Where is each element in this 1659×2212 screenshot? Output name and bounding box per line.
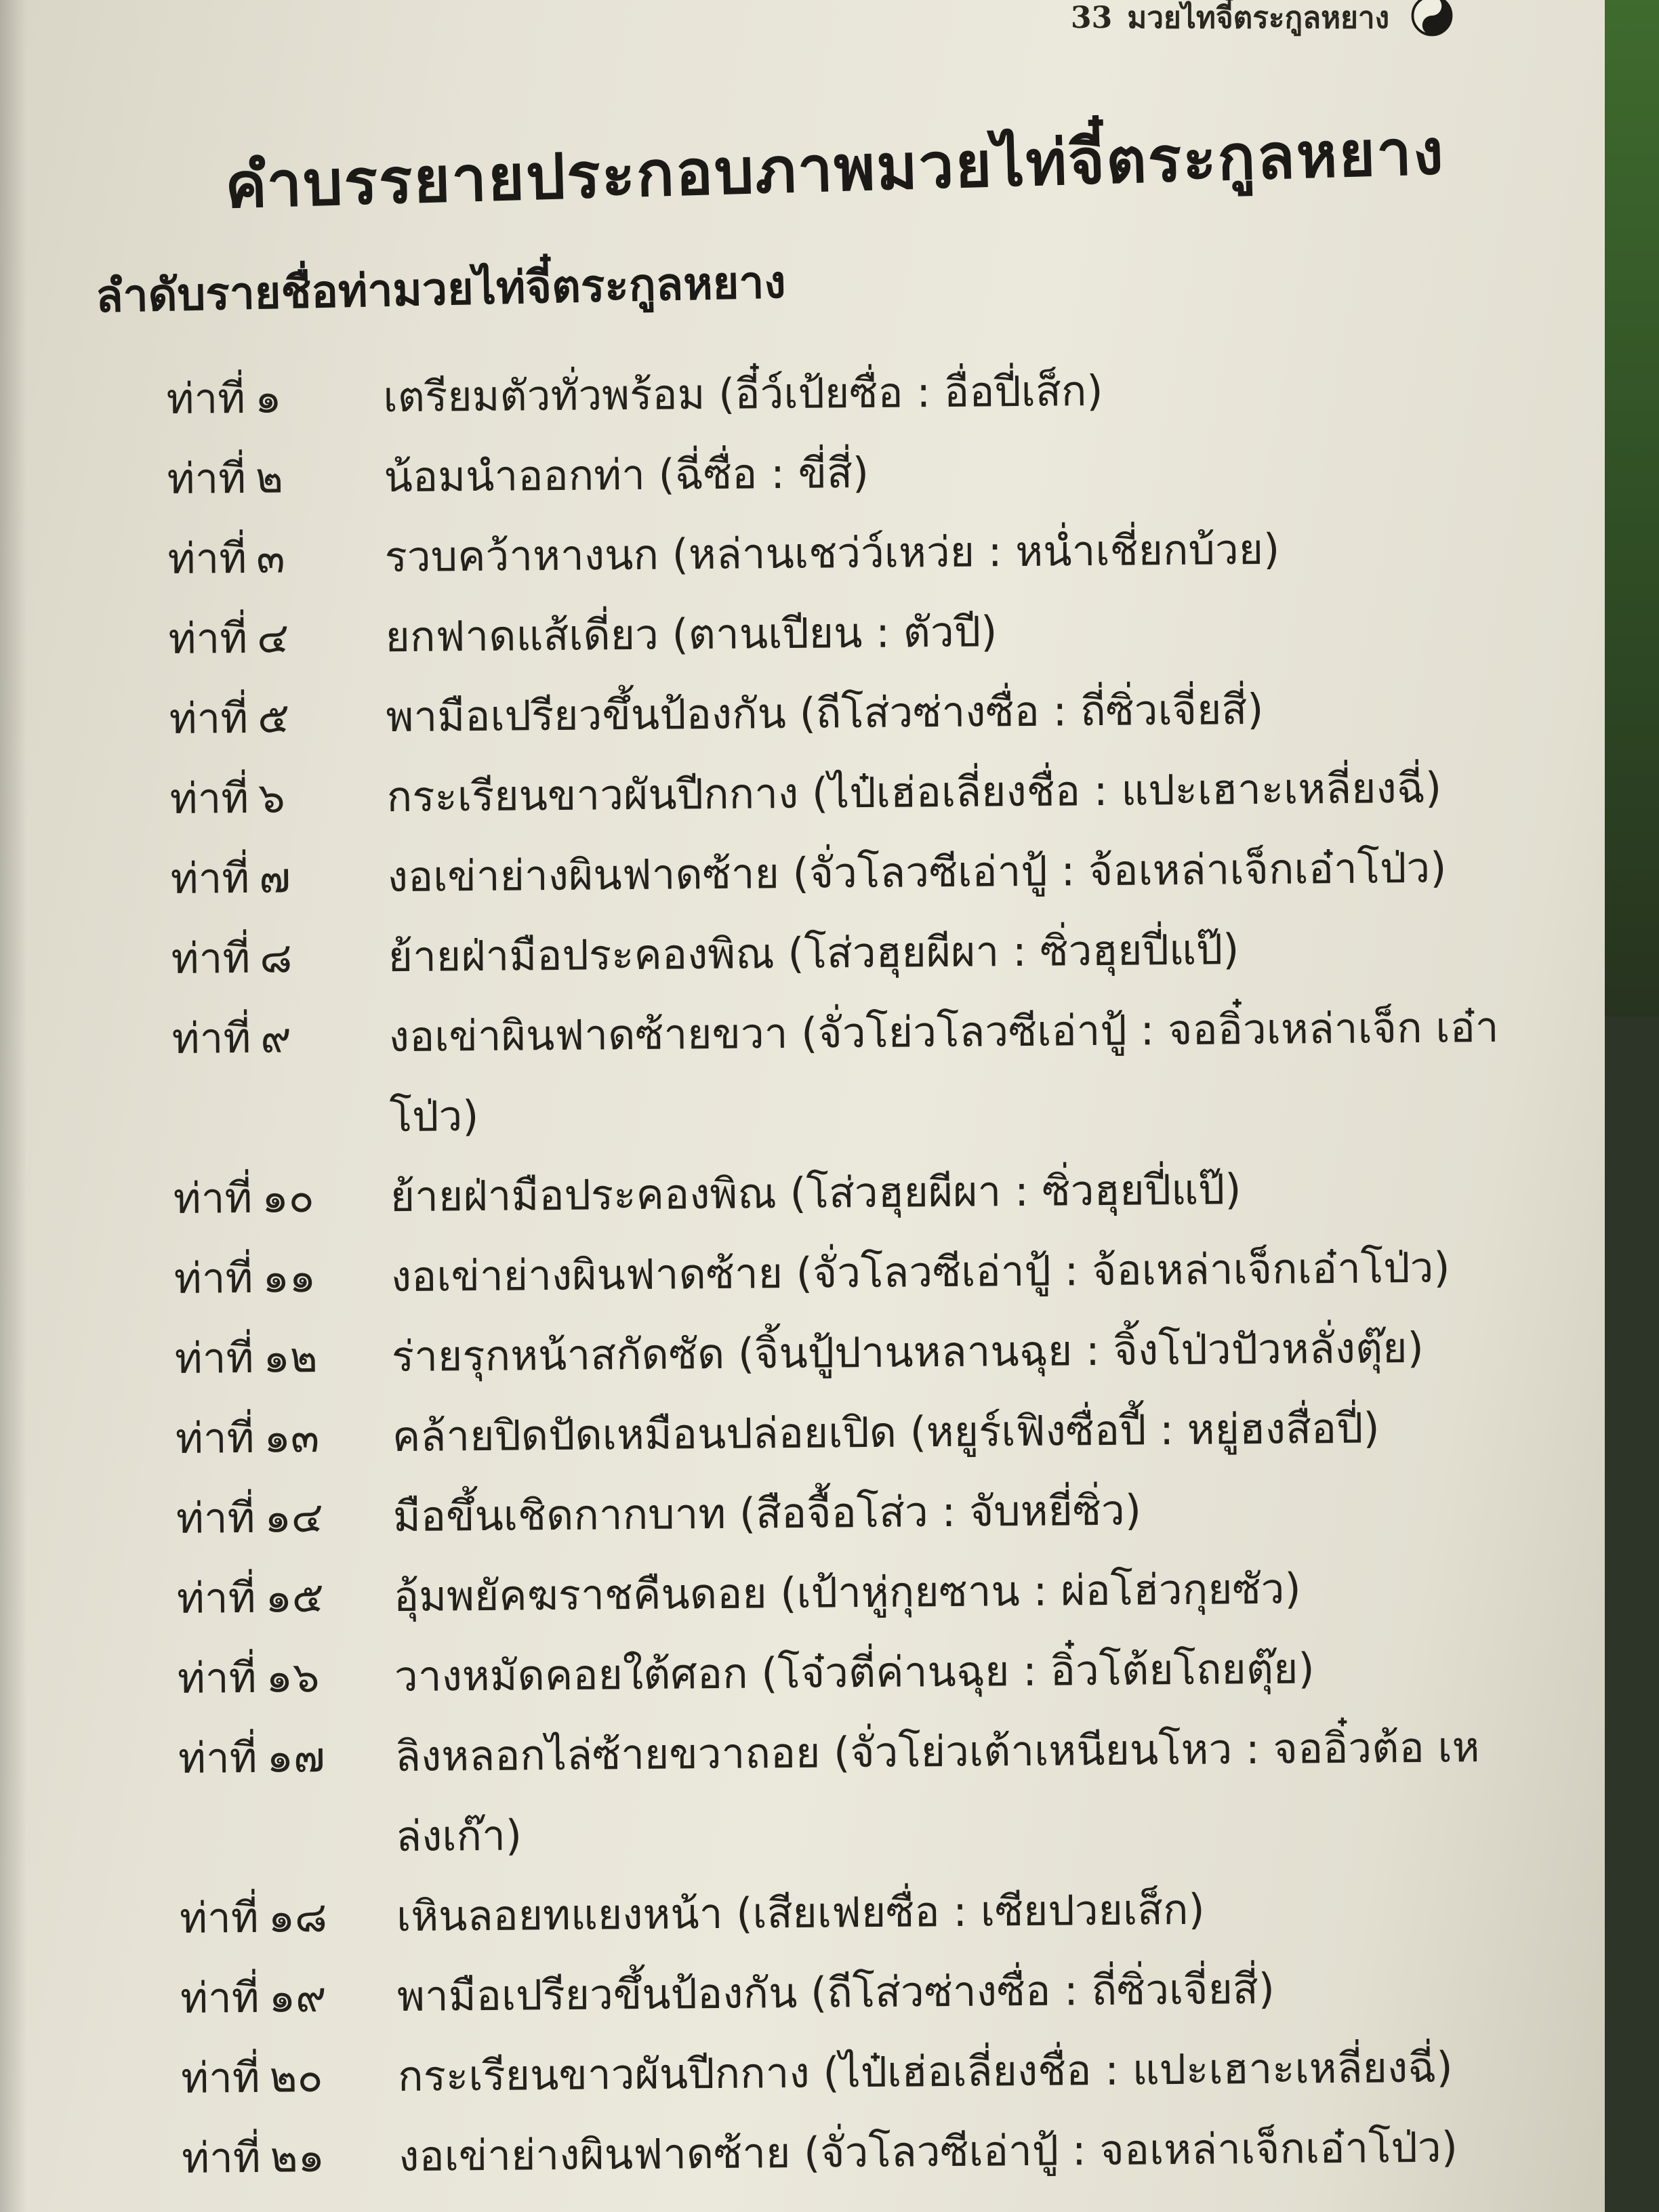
move-name: งอเข่าย่างผินฟาดซ้าย (จั่วโลวซีเอ่าปู้ : จอเหล่าเจ็กเอ๋าโป่ว) — [398, 2122, 1458, 2182]
move-name: ลิงหลอกไล่ซ้ายขวาถอย (จั่วโย่วเต้าเหนียนโหว : จออิ๋วต้อ เหล่งเก๊า) — [394, 1722, 1480, 1862]
move-number: ๒๐ — [269, 2052, 323, 2102]
move-number: ๘ — [259, 933, 293, 983]
list-item — [166, 348, 1495, 439]
list-item — [176, 1547, 1505, 1639]
move-label-text: ท่าที่ — [171, 1012, 251, 1063]
move-name: งอเข่าย่างผินฟาดซ้าย (จั่วโลวซีเอ่าปู้ : จ้อเหล่าเจ็กเอ๋าโป่ว) — [390, 1242, 1450, 1302]
move-name: งอเข่าย่างผินฟาดซ้าย (จั่วโลวซีเอ่าปู้ : จ้อเหล่าเจ็กเอ๋าโป่ว) — [387, 842, 1447, 902]
move-label — [174, 1317, 392, 1399]
list-item — [178, 1707, 1508, 1879]
move-label-text: ท่าที่ — [176, 1492, 255, 1543]
page-gutter-shadow — [0, 0, 27, 2212]
move-label — [167, 517, 385, 599]
move-label — [167, 437, 384, 519]
move-label-text: ท่าที่ — [169, 693, 249, 743]
move-name: น้อมนำออกท่า (ฉี่ซื่อ : ขี่สี่) — [384, 447, 869, 502]
move-name: เหินลอยทแยงหน้า (เสียเฟยซื่อ : เซียปวยเส็ก) — [396, 1884, 1205, 1942]
list-item — [175, 1387, 1504, 1479]
move-number: ๒๑ — [270, 2132, 325, 2182]
move-label — [177, 1637, 394, 1719]
move-name: อุ้มพยัคฆราชคืนดอย (เป้าหู่กุยซาน : ผ่อโฮ่วกุยซัว) — [393, 1563, 1301, 1622]
move-label-text: ท่าที่ — [173, 1172, 253, 1223]
list-item — [174, 1307, 1503, 1399]
move-label-text: ท่าที่ — [181, 2132, 262, 2183]
list-item — [167, 428, 1496, 519]
move-name: คล้ายปิดปัดเหมือนปล่อยเปิด (หยูร์เฟิงซื่อปี้ : หยู่ฮงสื่อปี่) — [392, 1403, 1380, 1462]
list-item — [171, 987, 1501, 1159]
move-label — [176, 1557, 394, 1639]
move-label-text: ท่าที่ — [180, 1972, 260, 2023]
move-number: ๙ — [260, 1012, 292, 1063]
yin-yang-icon — [1411, 0, 1453, 37]
move-name: พามือเปรียวขึ้นป้องกัน (ถีโส่วซ่างซื่อ : ถี่ซิ่วเจี่ยสี่) — [396, 1963, 1275, 2022]
book-title: มวยไทจี๋ตระกูลหยาง — [1127, 1, 1390, 35]
move-number: ๑๑ — [262, 1252, 316, 1303]
move-name: พามือเปรียวขึ้นป้องกัน (ถีโส่วซ่างซื่อ : ถี่ซิ่วเจี่ยสี่) — [386, 684, 1264, 742]
move-label — [181, 2036, 398, 2118]
move-label-text: ท่าที่ — [167, 533, 247, 583]
move-name: ยกฟาดแส้เดี่ยว (ตานเปียน : ตัวปี) — [385, 607, 998, 662]
move-label-text: ท่าที่ — [176, 1572, 256, 1623]
move-number: ๑๓ — [264, 1412, 320, 1462]
list-item — [168, 588, 1497, 679]
move-label-text: ท่าที่ — [175, 1412, 255, 1463]
move-number: ๖ — [258, 773, 285, 823]
move-label-text: ท่าที่ — [174, 1332, 254, 1383]
move-label-text: ท่าที่ — [168, 613, 248, 663]
move-name: ร่ายรุกหน้าสกัดซัด (จิ้นปู้ปานหลานฉุย : จิ้งโป่วปัวหลั่งตุ๊ย) — [391, 1322, 1425, 1382]
move-number: ๔ — [256, 613, 289, 663]
move-name: ย้ายฝ่ามือประคองพิณ (โส่วฮุยผีผา : ซิ่วฮุยปี่แป๊) — [390, 1164, 1242, 1222]
move-label — [173, 1157, 390, 1239]
move-label — [180, 1877, 397, 1959]
move-name: มือขึ้นเชิดกากบาท (สือจื้อโส่ว : จับหยี่ซิ่ว) — [392, 1485, 1142, 1542]
move-name: กระเรียนขาวผันปีกกาง (ไป๋เฮ่อเลี่ยงชื่อ : แปะเฮาะเหลี่ยงฉี่) — [397, 2042, 1453, 2102]
move-name: งอเข่าผินฟาดซ้ายขวา (จั่วโย่วโลวซีเอ่าปู้ : จออิ๋วเหล่าเจ็ก เอ๋าโป่ว) — [388, 1002, 1499, 1142]
move-number: ๑๙ — [268, 1972, 327, 2022]
move-number: ๑๘ — [268, 1892, 328, 1942]
move-label — [171, 997, 389, 1079]
move-number: ๑๒ — [263, 1332, 318, 1382]
move-number: ๕ — [257, 693, 290, 743]
move-number: ๑๗ — [266, 1732, 325, 1782]
move-number: ๑ — [254, 373, 282, 423]
move-label-text: ท่าที่ — [170, 853, 250, 903]
move-number: ๒ — [255, 453, 284, 503]
move-number: ๑๐ — [262, 1172, 314, 1223]
move-name: กระเรียนขาวผันปีกกาง (ไป๋เฮ่อเลี่ยงชื่อ : แปะเฮาะเหลี่ยงฉี่) — [386, 762, 1442, 822]
move-label — [176, 1477, 393, 1559]
list-item — [169, 668, 1498, 759]
move-label-text: ท่าที่ — [180, 2052, 261, 2103]
list-item — [170, 827, 1499, 919]
move-label-text: ท่าที่ — [169, 773, 249, 823]
move-label-text: ท่าที่ — [167, 453, 247, 504]
move-label — [182, 2116, 399, 2198]
move-label — [180, 1957, 398, 2039]
move-name: ย้ายฝ่ามือประคองพิณ (โส่วฮุยผีผา : ซิ่วฮุยปี่แป๊) — [388, 924, 1240, 982]
move-label-text: ท่าที่ — [178, 1732, 258, 1783]
move-label-text: ท่าที่ — [171, 933, 251, 983]
list-item — [182, 2107, 1511, 2198]
move-label — [173, 1237, 391, 1319]
move-label-text: ท่าที่ — [177, 1652, 257, 1703]
book-cover-edge — [1605, 0, 1659, 1017]
move-number: ๓ — [255, 533, 285, 583]
move-label — [175, 1397, 392, 1479]
move-label — [178, 1717, 396, 1799]
list-item — [173, 1227, 1502, 1319]
page-title: คำบรรยายประกอบภาพมวยไท่จี๋ตระกูลหยาง — [224, 115, 1446, 222]
list-item — [167, 508, 1496, 599]
running-head — [1071, 0, 1453, 35]
list-item — [173, 1147, 1502, 1239]
move-name: วางหมัดคอยใต้ศอก (โจ๋วตี่ค่านฉุย : อิ๋วโต้ยโถยตุ๊ย) — [394, 1643, 1315, 1702]
move-label — [166, 357, 384, 439]
moves-list — [166, 348, 1511, 2198]
move-name: เตรียมตัวทั่วพร้อม (อี๋ว์เป้ยซื่อ : อื่อปี่เส็ก) — [383, 365, 1103, 422]
list-item — [180, 1867, 1509, 1959]
move-number: ๑๔ — [264, 1492, 324, 1542]
move-label-text: ท่าที่ — [179, 1892, 259, 1943]
move-number: ๑๖ — [266, 1652, 320, 1702]
move-label — [168, 597, 386, 679]
move-label — [171, 917, 388, 999]
page-number: 33 — [1071, 0, 1113, 35]
move-label — [169, 757, 387, 839]
move-number: ๗ — [258, 853, 291, 903]
list-item — [180, 1947, 1509, 2039]
list-item — [169, 747, 1498, 839]
move-label — [169, 677, 386, 759]
move-label-text: ท่าที่ — [166, 373, 246, 424]
list-item — [171, 907, 1500, 999]
list-item — [181, 2027, 1510, 2118]
move-name: รวบคว้าหางนก (หล่านเชว่ว์เหว่ย : หน่ำเชี่ยกบ้วย) — [384, 524, 1280, 582]
move-label — [170, 837, 388, 919]
list-item — [176, 1467, 1504, 1559]
list-item — [177, 1627, 1506, 1719]
section-subtitle: ลำดับรายชื่อท่ามวยไท่จี๋ตระกูลหยาง — [95, 255, 787, 323]
move-label-text: ท่าที่ — [173, 1252, 253, 1303]
move-number: ๑๕ — [265, 1572, 325, 1622]
